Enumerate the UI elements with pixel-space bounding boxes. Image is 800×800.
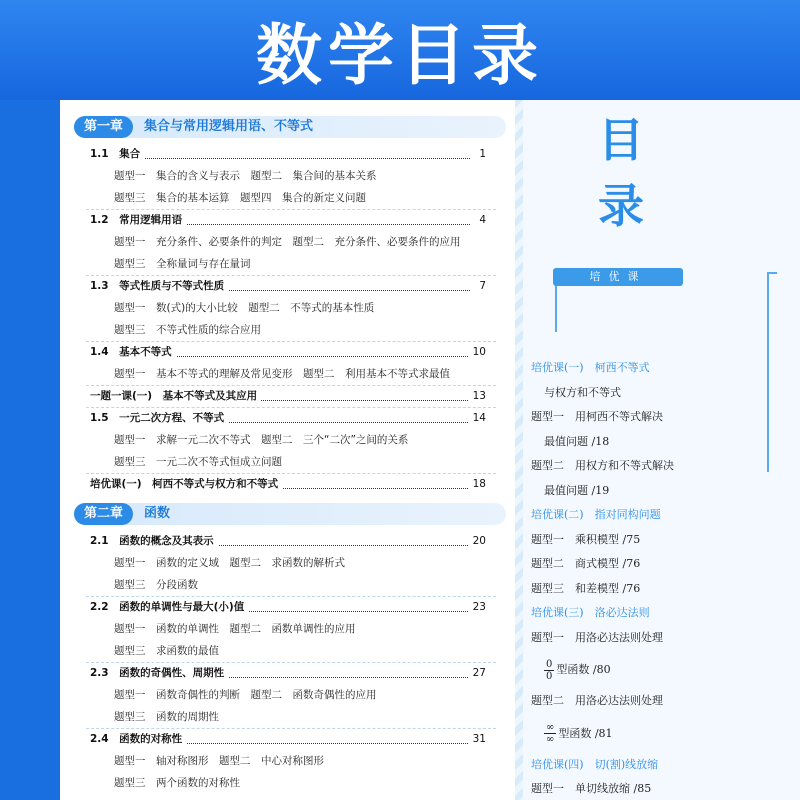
page-number: 14 bbox=[469, 408, 486, 429]
side-title-char: 目 bbox=[598, 113, 644, 167]
fraction: $\frac{0}{0}$ bbox=[546, 658, 553, 682]
frame-line bbox=[767, 272, 769, 472]
side-line: 题型二 用洛必达法则处理 bbox=[531, 694, 663, 707]
toc-entry[interactable]: 1.2 常用逻辑用语 4 bbox=[90, 210, 486, 231]
side-heading[interactable]: 培优课(一) 柯西不等式 bbox=[531, 361, 650, 374]
side-line: 最值问题 /18 bbox=[544, 434, 610, 448]
toc-page bbox=[60, 100, 800, 800]
page-number: 23 bbox=[469, 597, 486, 618]
side-heading[interactable]: 培优课(三) 洛必达法则 bbox=[531, 606, 650, 619]
chapter-1-header bbox=[74, 116, 506, 138]
chapter-title: 函数 bbox=[144, 506, 171, 521]
topic-line: 题型三 函数的周期性 bbox=[114, 711, 219, 723]
side-list bbox=[531, 356, 741, 800]
topic-line: 题型一 求解一元二次不等式 题型二 三个“二次”之间的关系 bbox=[114, 434, 409, 446]
side-line: 题型二 商式模型 /76 bbox=[531, 557, 641, 570]
side-title-char: 录 bbox=[598, 179, 644, 233]
toc-entry[interactable]: 1.1 集合 1 bbox=[90, 144, 486, 165]
toc-entry[interactable]: 1.4 基本不等式 10 bbox=[90, 342, 486, 363]
header-banner bbox=[0, 0, 800, 100]
topic-line: 题型三 分段函数 bbox=[114, 579, 198, 591]
toc-entry[interactable]: 2.3 函数的奇偶性、周期性 27 bbox=[90, 663, 486, 684]
page-number: 31 bbox=[469, 729, 486, 750]
side-line: 题型一 单切线放缩 /85 bbox=[531, 782, 652, 795]
topic-line: 题型一 函数的定义域 题型二 求函数的解析式 bbox=[114, 557, 345, 569]
page-number: 4 bbox=[475, 210, 486, 231]
toc-entry[interactable]: 2.2 函数的单调性与最大(小)值 23 bbox=[90, 597, 486, 618]
chapter-title: 集合与常用逻辑用语、不等式 bbox=[144, 119, 314, 134]
fraction: $\frac{\infty}{\infty}$ bbox=[546, 722, 555, 745]
page-number: 1 bbox=[475, 144, 486, 165]
topic-line: 题型一 轴对称图形 题型二 中心对称图形 bbox=[114, 755, 324, 767]
side-heading[interactable]: 培优课(二) 指对同构问题 bbox=[531, 508, 661, 521]
topic-line: 题型三 不等式性质的综合应用 bbox=[114, 324, 261, 336]
toc-entry[interactable]: 1.3 等式性质与不等式性质 7 bbox=[90, 276, 486, 297]
toc-entry[interactable]: 2.1 函数的概念及其表示 20 bbox=[90, 531, 486, 552]
topic-line: 题型一 基本不等式的理解及常见变形 题型二 利用基本不等式求最值 bbox=[114, 368, 450, 380]
toc-entry[interactable]: 一题一课(一) 基本不等式及其应用 13 bbox=[90, 386, 486, 407]
page-number: 10 bbox=[469, 342, 486, 363]
side-line: 题型二 用权方和不等式解决 bbox=[531, 459, 674, 472]
page-number: 20 bbox=[469, 531, 486, 552]
topic-line: 题型一 集合的含义与表示 题型二 集合间的基本关系 bbox=[114, 170, 377, 182]
frame-line bbox=[767, 272, 777, 274]
topic-line: 题型一 函数奇偶性的判断 题型二 函数奇偶性的应用 bbox=[114, 689, 377, 701]
topic-line: 题型一 函数的单调性 题型二 函数单调性的应用 bbox=[114, 623, 356, 635]
page-number: 7 bbox=[475, 276, 486, 297]
topic-line: 题型三 全称量词与存在量词 bbox=[114, 258, 251, 270]
chapter-tag: 第二章 bbox=[74, 503, 133, 525]
toc-entry[interactable]: 培优课(一) 柯西不等式与权方和不等式 18 bbox=[90, 474, 486, 495]
side-line: 最值问题 /19 bbox=[544, 483, 610, 497]
side-line: 与权方和不等式 bbox=[544, 385, 621, 399]
side-line: 题型一 用柯西不等式解决 bbox=[531, 410, 663, 423]
toc-main bbox=[70, 116, 520, 794]
chapter-tag: 第一章 bbox=[74, 116, 133, 138]
side-line: 题型一 乘积模型 /75 bbox=[531, 532, 641, 546]
toc-entry[interactable]: 1.5 一元二次方程、不等式 14 bbox=[90, 408, 486, 429]
side-fraction-line: $\frac{\infty}{\infty}$ 型函数 /81 bbox=[546, 722, 613, 745]
chapter-2-header bbox=[74, 503, 506, 525]
side-fraction-line: $\frac{0}{0}$ 型函数 /80 bbox=[546, 658, 611, 682]
page-title: 数学目录 bbox=[256, 17, 544, 94]
side-line: 题型一 用洛必达法则处理 bbox=[531, 630, 663, 644]
toc-entry[interactable]: 2.4 函数的对称性 31 bbox=[90, 729, 486, 750]
side-panel bbox=[515, 100, 800, 800]
page-number: 13 bbox=[469, 386, 486, 407]
side-heading[interactable]: 培优课(四) 切(割)线放缩 bbox=[531, 757, 659, 771]
decorative-stripe bbox=[515, 100, 523, 800]
topic-line: 题型三 集合的基本运算 题型四 集合的新定义问题 bbox=[114, 192, 366, 204]
side-line: 题型三 和差模型 /76 bbox=[531, 581, 641, 595]
side-section-pill: 培优课 bbox=[553, 268, 683, 286]
topic-line: 题型三 两个函数的对称性 bbox=[114, 777, 240, 789]
topic-line: 题型三 求函数的最值 bbox=[114, 645, 219, 657]
topic-line: 题型一 数(式)的大小比较 题型二 不等式的基本性质 bbox=[114, 302, 375, 314]
topic-line: 题型一 充分条件、必要条件的判定 题型二 充分条件、必要条件的应用 bbox=[114, 236, 461, 248]
page-number: 18 bbox=[469, 474, 486, 495]
page-number: 27 bbox=[469, 663, 486, 684]
topic-line: 题型三 一元二次不等式恒成立问题 bbox=[114, 456, 282, 468]
